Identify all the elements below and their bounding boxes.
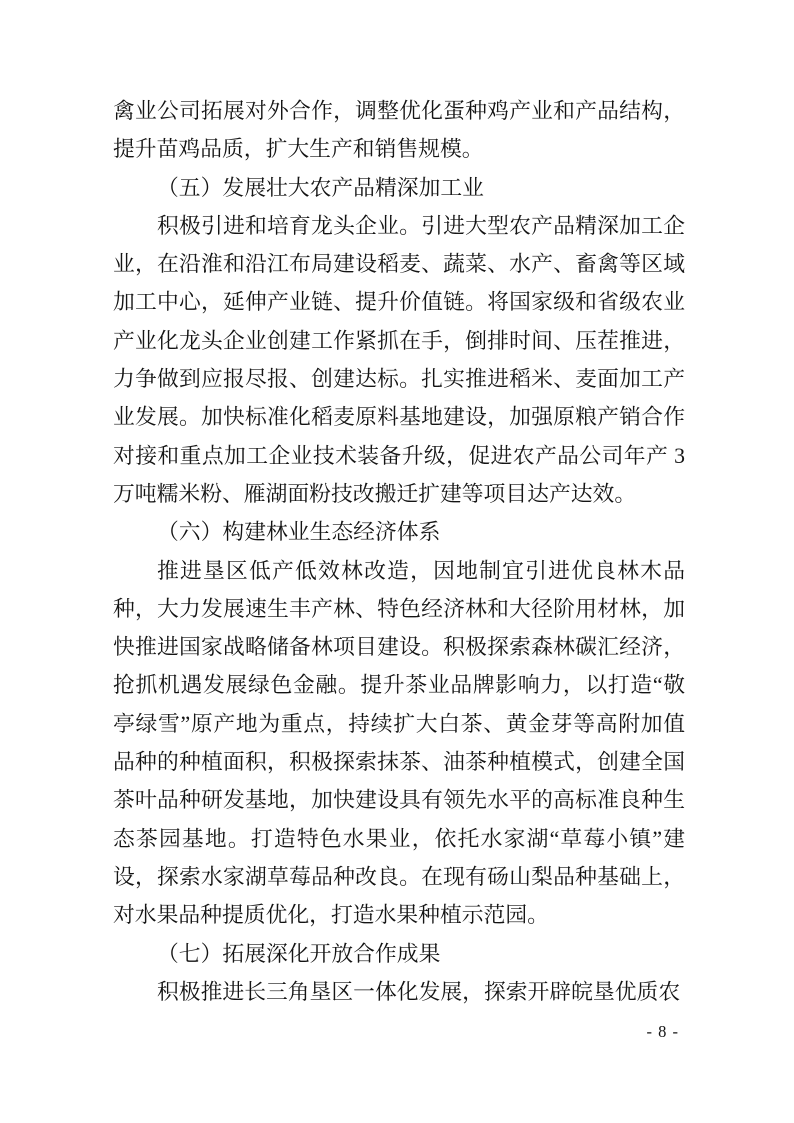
text-line: 抢抓机遇发展绿色金融。提升茶业品牌影响力，以打造“敬	[113, 673, 685, 698]
section-heading: （七）拓展深化开放合作成果	[157, 941, 441, 966]
text-line: 提升苗鸡品质，扩大生产和销售规模。	[113, 137, 484, 162]
text-line: 业发展。加快标准化稻麦原料基地建设，加强原粮产销合作	[113, 405, 685, 430]
text-line: 对水果品种提质优化，打造水果种植示范园。	[113, 903, 549, 928]
text-line: 业，在沿淮和沿江布局建设稻麦、蔬菜、水产、畜禽等区域	[113, 252, 685, 277]
text-line: 禽业公司拓展对外合作，调整优化蛋种鸡产业和产品结构，	[113, 99, 685, 123]
text-line: 亭绿雪”原产地为重点，持续扩大白茶、黄金芽等高附加值	[113, 711, 685, 736]
text-line: 积极推进长三角垦区一体化发展，探索开辟皖垦优质农	[157, 979, 681, 1004]
text-line: 态茶园基地。打造特色水果业，依托水家湖“草莓小镇”建	[113, 826, 685, 851]
section-heading: （六）构建林业生态经济体系	[157, 520, 441, 545]
text-line: 对接和重点加工企业技术装备升级，促进农产品公司年产 3	[113, 443, 685, 468]
text-line: 万吨糯米粉、雁湖面粉技改搬迁扩建等项目达产达效。	[113, 481, 637, 506]
document-body	[113, 92, 685, 1011]
text-line: 推进垦区低产低效林改造，因地制宜引进优良林木品	[157, 558, 685, 583]
page-number: - 8 -	[646, 1022, 679, 1041]
text-line: 加工中心，延伸产业链、提升价值链。将国家级和省级农业	[113, 290, 685, 315]
text-line: 品种的种植面积，积极探索抹茶、油茶种植模式，创建全国	[113, 750, 685, 775]
section-heading: （五）发展壮大农产品精深加工业	[157, 175, 484, 200]
text-line: 快推进国家战略储备林项目建设。积极探索森林碳汇经济，	[113, 635, 685, 660]
text-line: 设，探索水家湖草莓品种改良。在现有砀山梨品种基础上，	[113, 864, 685, 889]
text-line: 积极引进和培育龙头企业。引进大型农产品精深加工企	[157, 213, 685, 238]
text-line: 产业化龙头企业创建工作紧抓在手，倒排时间、压茬推进，	[113, 328, 685, 353]
text-line: 种，大力发展速生丰产林、特色经济林和大径阶用材林，加	[113, 596, 685, 621]
text-line: 茶叶品种研发基地，加快建设具有领先水平的高标准良种生	[113, 788, 685, 813]
text-line: 力争做到应报尽报、创建达标。扎实推进稻米、麦面加工产	[113, 367, 685, 392]
